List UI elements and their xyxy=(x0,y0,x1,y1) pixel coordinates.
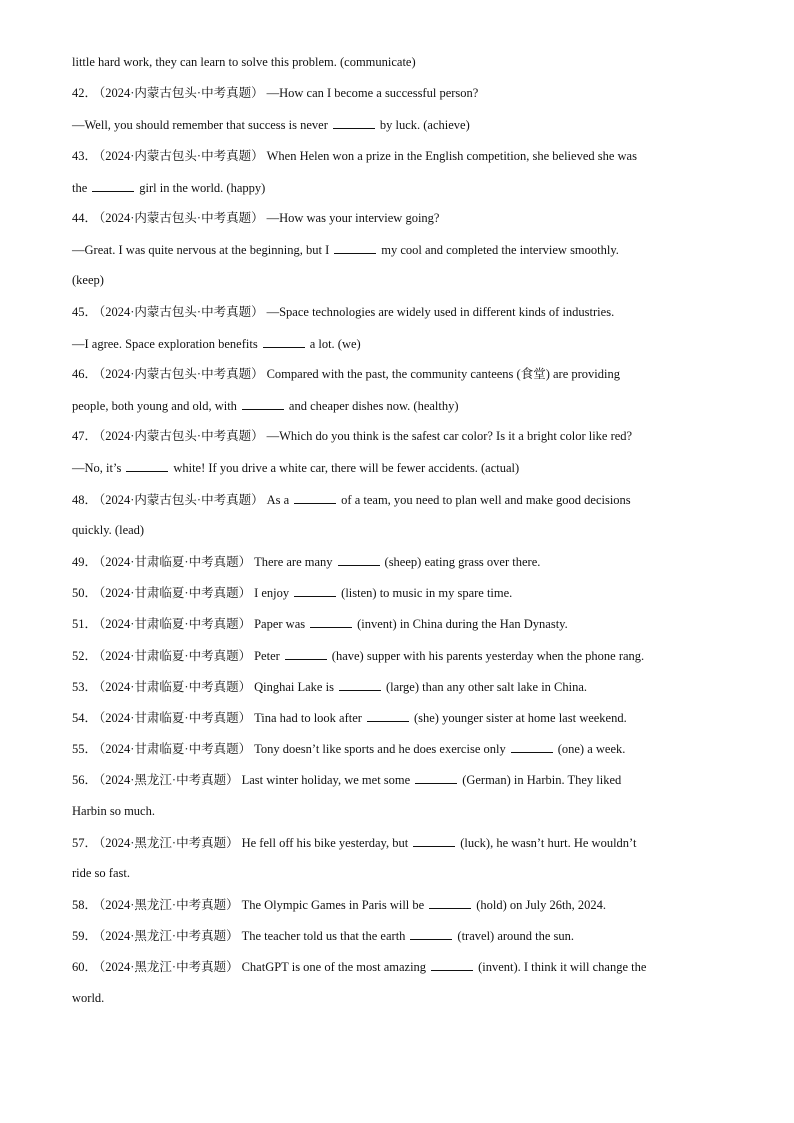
question-source: （2024·甘肃临夏·中考真题） xyxy=(99,617,252,632)
question-line xyxy=(72,835,724,866)
question-text: When Helen won a prize in the English competition, she believed she was xyxy=(266,148,637,163)
question-text: Peter xyxy=(254,648,280,663)
question-source: （2024·甘肃临夏·中考真题） xyxy=(99,710,252,725)
question-text-after: (she) younger sister at home last weekend. xyxy=(413,710,627,725)
question-line xyxy=(72,429,724,460)
question-text: Tina had to look after xyxy=(254,710,362,725)
question-text-after: girl in the world. (happy) xyxy=(139,180,266,195)
question-source: （2024·甘肃临夏·中考真题） xyxy=(99,648,252,663)
answer-blank[interactable] xyxy=(126,460,168,472)
question-line xyxy=(72,741,724,772)
question-text: Qinghai Lake is xyxy=(254,679,334,694)
question-text: The teacher told us that the earth xyxy=(241,929,406,944)
question-line xyxy=(72,554,724,585)
question-text: Tony doesn’t like sports and he does exercise only xyxy=(254,742,506,757)
question-line xyxy=(72,585,724,616)
question-text-after: (travel) around the sun. xyxy=(457,929,575,944)
question-text-after: (have) supper with his parents yesterday when the phone rang. xyxy=(331,648,645,663)
question-text-after: (luck), he wasn’t hurt. He wouldn’t xyxy=(460,835,637,850)
question-line xyxy=(72,710,724,741)
text-line xyxy=(72,804,724,835)
question-source: （2024·甘肃临夏·中考真题） xyxy=(99,586,252,601)
question-text-after: and cheaper dishes now. (healthy) xyxy=(288,399,459,414)
question-number: 53． xyxy=(72,679,98,694)
question-number: 47． xyxy=(72,429,98,444)
question-text: —Space technologies are widely used in different kinds of industries. xyxy=(266,304,615,319)
question-text: —Well, you should remember that success is never xyxy=(72,118,328,133)
line-text: ride so fast. xyxy=(72,865,130,880)
question-line xyxy=(72,928,724,959)
question-number: 44． xyxy=(72,210,98,225)
question-text-after: a lot. (we) xyxy=(309,336,361,351)
question-source: （2024·内蒙古包头·中考真题） xyxy=(99,366,264,381)
question-text-after: by luck. (achieve) xyxy=(379,118,470,133)
question-number: 48． xyxy=(72,492,98,507)
question-text: —Which do you think is the safest car color? Is it a bright color like red? xyxy=(266,429,633,444)
question-source: （2024·甘肃临夏·中考真题） xyxy=(99,555,252,569)
question-line xyxy=(72,86,724,117)
text-line xyxy=(72,398,724,429)
question-text-after: (large) than any other salt lake in China. xyxy=(385,679,588,694)
question-number: 45． xyxy=(72,304,98,319)
question-source: （2024·内蒙古包头·中考真题） xyxy=(99,429,264,444)
question-source: （2024·黑龙江·中考真题） xyxy=(99,929,239,944)
question-text-after: (invent) in China during the Han Dynasty. xyxy=(357,617,568,632)
question-number: 59． xyxy=(72,929,98,944)
question-text: ChatGPT is one of the most amazing xyxy=(241,960,427,975)
question-text: The Olympic Games in Paris will be xyxy=(241,898,425,913)
question-text: There are many xyxy=(254,555,333,569)
text-line xyxy=(72,523,724,554)
question-text: —How can I become a successful person? xyxy=(266,86,479,101)
question-number: 49． xyxy=(72,555,98,569)
question-text: Paper was xyxy=(254,617,306,632)
question-source: （2024·内蒙古包头·中考真题） xyxy=(99,210,264,225)
line-text: world. xyxy=(72,990,105,1005)
answer-blank[interactable] xyxy=(294,585,336,597)
question-line xyxy=(72,305,724,336)
question-source: （2024·甘肃临夏·中考真题） xyxy=(99,742,252,757)
text-line xyxy=(72,180,724,211)
question-text-after: (one) a week. xyxy=(557,742,626,757)
question-line xyxy=(72,959,724,990)
question-line xyxy=(72,616,724,647)
question-number: 58． xyxy=(72,898,98,913)
question-text: —No, it’s xyxy=(72,461,122,476)
question-number: 56． xyxy=(72,773,98,788)
line-text: (keep) xyxy=(72,273,104,288)
question-line xyxy=(72,492,724,523)
question-text: I enjoy xyxy=(254,586,290,601)
question-source: （2024·黑龙江·中考真题） xyxy=(99,835,239,850)
question-number: 43． xyxy=(72,148,98,163)
question-line xyxy=(72,772,724,803)
line-text: little hard work, they can learn to solve this problem. (communicate) xyxy=(72,55,416,69)
question-text: As a xyxy=(266,492,290,507)
answer-blank[interactable] xyxy=(333,117,375,129)
question-text: He fell off his bike yesterday, but xyxy=(241,835,409,850)
question-number: 54． xyxy=(72,710,98,725)
question-text-after: (sheep) eating grass over there. xyxy=(384,555,541,569)
answer-blank[interactable] xyxy=(410,928,452,940)
answer-blank[interactable] xyxy=(367,710,409,722)
question-text: people, both young and old, with xyxy=(72,399,237,414)
answer-blank[interactable] xyxy=(413,835,455,847)
question-number: 55． xyxy=(72,742,98,757)
answer-blank[interactable] xyxy=(338,554,380,566)
text-line xyxy=(72,117,724,148)
question-number: 51． xyxy=(72,617,98,632)
question-line xyxy=(72,897,724,928)
question-text-after: my cool and completed the interview smoothly. xyxy=(381,243,619,258)
text-line xyxy=(72,991,724,1022)
question-line xyxy=(72,367,724,398)
question-number: 52． xyxy=(72,648,98,663)
question-number: 50． xyxy=(72,586,98,601)
question-page xyxy=(72,55,724,1022)
question-text: —How was your interview going? xyxy=(266,210,440,225)
answer-blank[interactable] xyxy=(429,897,471,909)
line-text: Harbin so much. xyxy=(72,803,155,818)
text-line xyxy=(72,866,724,897)
question-text: —Great. I was quite nervous at the beginning, but I xyxy=(72,243,330,258)
answer-blank[interactable] xyxy=(310,616,352,628)
text-line xyxy=(72,460,724,491)
question-source: （2024·内蒙古包头·中考真题） xyxy=(99,86,264,101)
question-source: （2024·甘肃临夏·中考真题） xyxy=(99,679,252,694)
question-line xyxy=(72,149,724,180)
text-line xyxy=(72,55,724,86)
question-text-after: (hold) on July 26th, 2024. xyxy=(476,898,607,913)
question-source: （2024·黑龙江·中考真题） xyxy=(99,960,239,975)
answer-blank[interactable] xyxy=(339,679,381,691)
question-source: （2024·黑龙江·中考真题） xyxy=(99,898,239,913)
question-text-after: white! If you drive a white car, there will be fewer accidents. (actual) xyxy=(173,461,520,476)
question-text-after: of a team, you need to plan well and make good decisions xyxy=(341,492,631,507)
answer-blank[interactable] xyxy=(415,772,457,784)
question-source: （2024·内蒙古包头·中考真题） xyxy=(99,304,264,319)
question-line xyxy=(72,679,724,710)
answer-blank[interactable] xyxy=(263,336,305,348)
answer-blank[interactable] xyxy=(92,180,134,192)
question-text: Compared with the past, the community canteens (食堂) are providing xyxy=(266,366,620,381)
answer-blank[interactable] xyxy=(511,741,553,753)
question-text: —I agree. Space exploration benefits xyxy=(72,336,258,351)
text-line xyxy=(72,273,724,304)
question-number: 46． xyxy=(72,366,98,381)
answer-blank[interactable] xyxy=(294,492,336,504)
question-line xyxy=(72,648,724,679)
question-text: the xyxy=(72,180,88,195)
question-source: （2024·内蒙古包头·中考真题） xyxy=(99,492,264,507)
answer-blank[interactable] xyxy=(285,648,327,660)
answer-blank[interactable] xyxy=(431,959,473,971)
question-number: 60． xyxy=(72,960,98,975)
line-text: quickly. (lead) xyxy=(72,522,145,537)
text-line xyxy=(72,242,724,273)
question-text-after: (invent). I think it will change the xyxy=(478,960,647,975)
question-number: 57． xyxy=(72,835,98,850)
question-line xyxy=(72,211,724,242)
question-text-after: (German) in Harbin. They liked xyxy=(462,773,622,788)
question-source: （2024·内蒙古包头·中考真题） xyxy=(99,148,264,163)
answer-blank[interactable] xyxy=(242,398,284,410)
answer-blank[interactable] xyxy=(334,242,376,254)
text-line xyxy=(72,336,724,367)
question-text-after: (listen) to music in my spare time. xyxy=(341,586,513,601)
question-text: Last winter holiday, we met some xyxy=(241,773,411,788)
question-number: 42． xyxy=(72,86,98,101)
question-source: （2024·黑龙江·中考真题） xyxy=(99,773,239,788)
